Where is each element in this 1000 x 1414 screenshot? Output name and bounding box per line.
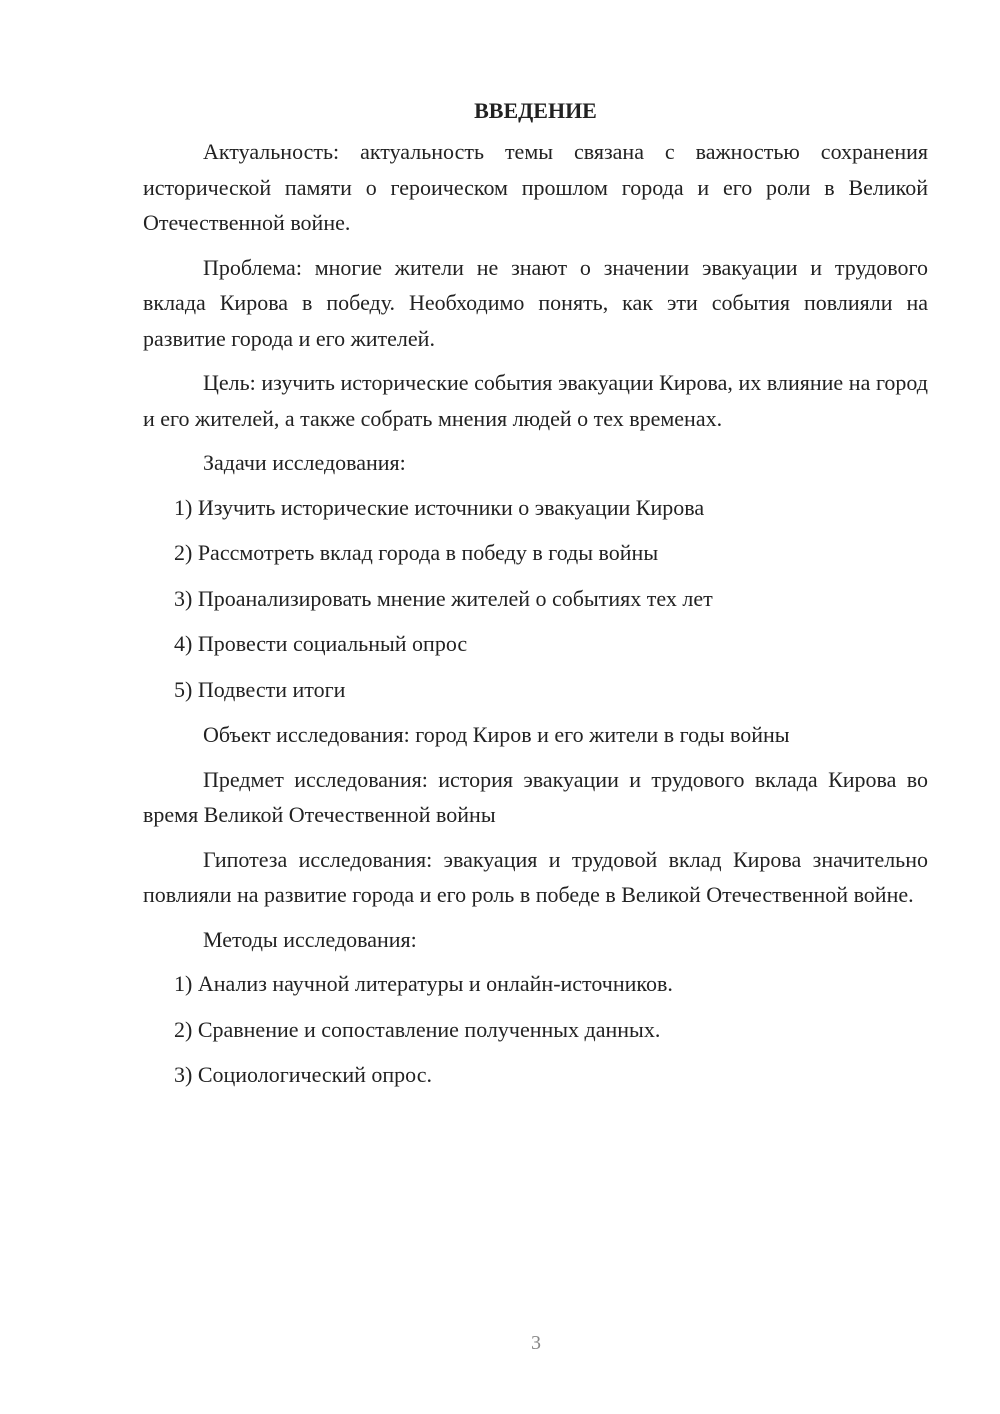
subject-paragraph: Предмет исследования: история эвакуации и трудового вклада Кирова во время Великой Отечественной войны — [143, 766, 928, 827]
page-title: ВВЕДЕНИЕ — [474, 98, 597, 123]
tasks-list — [143, 490, 928, 708]
methods-list — [143, 966, 928, 1093]
task-item: 5) Подвести итоги — [174, 676, 346, 702]
goal-paragraph: Цель: изучить исторические события эвакуации Кирова, их влияние на город и его жителей, а также собрать мнения людей о тех временах. — [143, 370, 928, 431]
tasks-heading: Задачи исследования: — [203, 450, 406, 475]
task-item: 3) Проанализировать мнение жителей о событиях тех лет — [174, 585, 713, 611]
methods-heading: Методы исследования: — [203, 926, 417, 952]
hypothesis-paragraph: Гипотеза исследования: эвакуация и трудовой вклад Кирова значительно повлияли на развитие города и его роль в победе в Великой Отечественной войне. — [143, 846, 928, 907]
task-item: 4) Провести социальный опрос — [174, 631, 468, 656]
task-item: 1) Изучить исторические источники о эвакуации Кирова — [174, 494, 705, 520]
method-item: 2) Сравнение и сопоставление полученных данных. — [174, 1016, 661, 1042]
object-paragraph: Объект исследования: город Киров и его жители в годы войны — [203, 722, 790, 747]
method-item: 3) Социологический опрос. — [174, 1062, 432, 1087]
task-item: 2) Рассмотреть вклад города в победу в годы войны — [174, 540, 659, 565]
page-number: 3 — [531, 1332, 541, 1354]
problem-paragraph: Проблема: многие жители не знают о значении эвакуации и трудового вклада Кирова в победу. Необходимо понять, как эти события повлияли на развитие города и его жителей. — [143, 254, 928, 351]
page-content — [143, 93, 928, 1103]
method-item: 1) Анализ научной литературы и онлайн-источников. — [174, 971, 673, 996]
relevance-paragraph: Актуальность: актуальность темы связана с важностью сохранения исторической памяти о героическом прошлом города и его роли в Великой Отечественной войне. — [143, 139, 928, 235]
